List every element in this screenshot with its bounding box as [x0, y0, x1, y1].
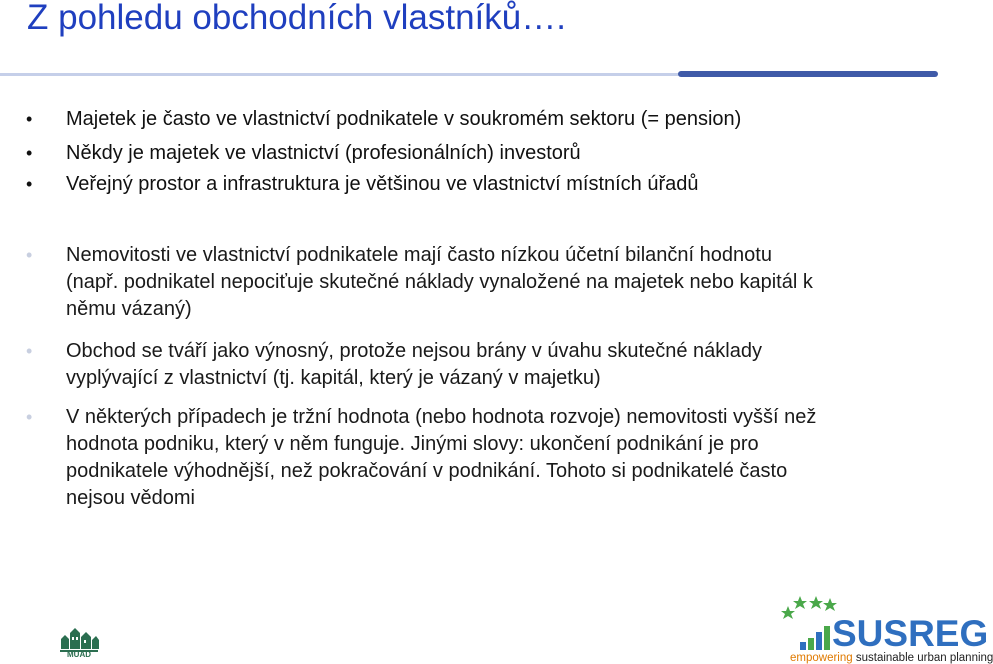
- bullet-line: němu vázaný): [66, 298, 192, 320]
- bullet-dot-icon: •: [26, 245, 33, 265]
- muad-logo-label: MUAD: [67, 650, 91, 659]
- bullet-item: [26, 171, 926, 198]
- bullet-line: hodnota podniku, který v něm funguje. Jinými slovy: ukončení podnikání je pro: [66, 433, 759, 455]
- slide-title: Z pohledu obchodních vlastníků….: [27, 0, 566, 37]
- bullet-text: Někdy je majetek ve vlastnictví (profesionálních) investorů: [66, 142, 581, 164]
- bullet-line: V některých případech je tržní hodnota (nebo hodnota rozvoje) nemovitosti vyšší než: [66, 406, 817, 428]
- bullet-dot-icon: •: [26, 143, 33, 163]
- bullet-text: Majetek je často ve vlastnictví podnikatele v soukromém sektoru (= pension): [66, 108, 742, 130]
- susreg-tagline-prefix: empowering: [790, 652, 853, 664]
- bullet-dot-icon: •: [26, 407, 33, 427]
- bullet-item: [26, 404, 926, 512]
- susreg-tagline-rest: sustainable urban planning: [852, 652, 993, 664]
- underline-accent: [678, 71, 938, 77]
- bullet-line: Obchod se tváří jako výnosný, protože nejsou brány v úvahu skutečné náklady: [66, 340, 762, 362]
- bullet-line: vyplývající z vlastnictví (tj. kapitál, který je vázaný v majetku): [66, 367, 601, 389]
- bullet-item: [26, 242, 926, 323]
- bullet-line: nejsou vědomi: [66, 487, 195, 509]
- bullet-item: [26, 106, 926, 133]
- underline-thin: [0, 73, 680, 76]
- bullet-line: podnikatele výhodnější, než pokračování v podnikání. Tohoto si podnikatelé často: [66, 460, 788, 482]
- bullet-dot-icon: •: [26, 174, 33, 194]
- bullet-line: (např. podnikatel nepociťuje skutečné náklady vynaložené na majetek nebo kapitál k: [66, 271, 813, 293]
- bullet-dot-icon: •: [26, 341, 33, 361]
- bullet-text: Veřejný prostor a infrastruktura je většinou ve vlastnictví místních úřadů: [66, 173, 699, 195]
- susreg-wordmark: SUSREG: [832, 613, 989, 654]
- bullet-item: [26, 338, 926, 392]
- susreg-tagline: [790, 652, 993, 664]
- bullet-line: Nemovitosti ve vlastnictví podnikatele mají často nízkou účetní bilanční hodnotu: [66, 244, 772, 266]
- title-underline: [0, 69, 940, 81]
- bullet-dot-icon: •: [26, 109, 33, 129]
- bullet-item: [26, 140, 926, 167]
